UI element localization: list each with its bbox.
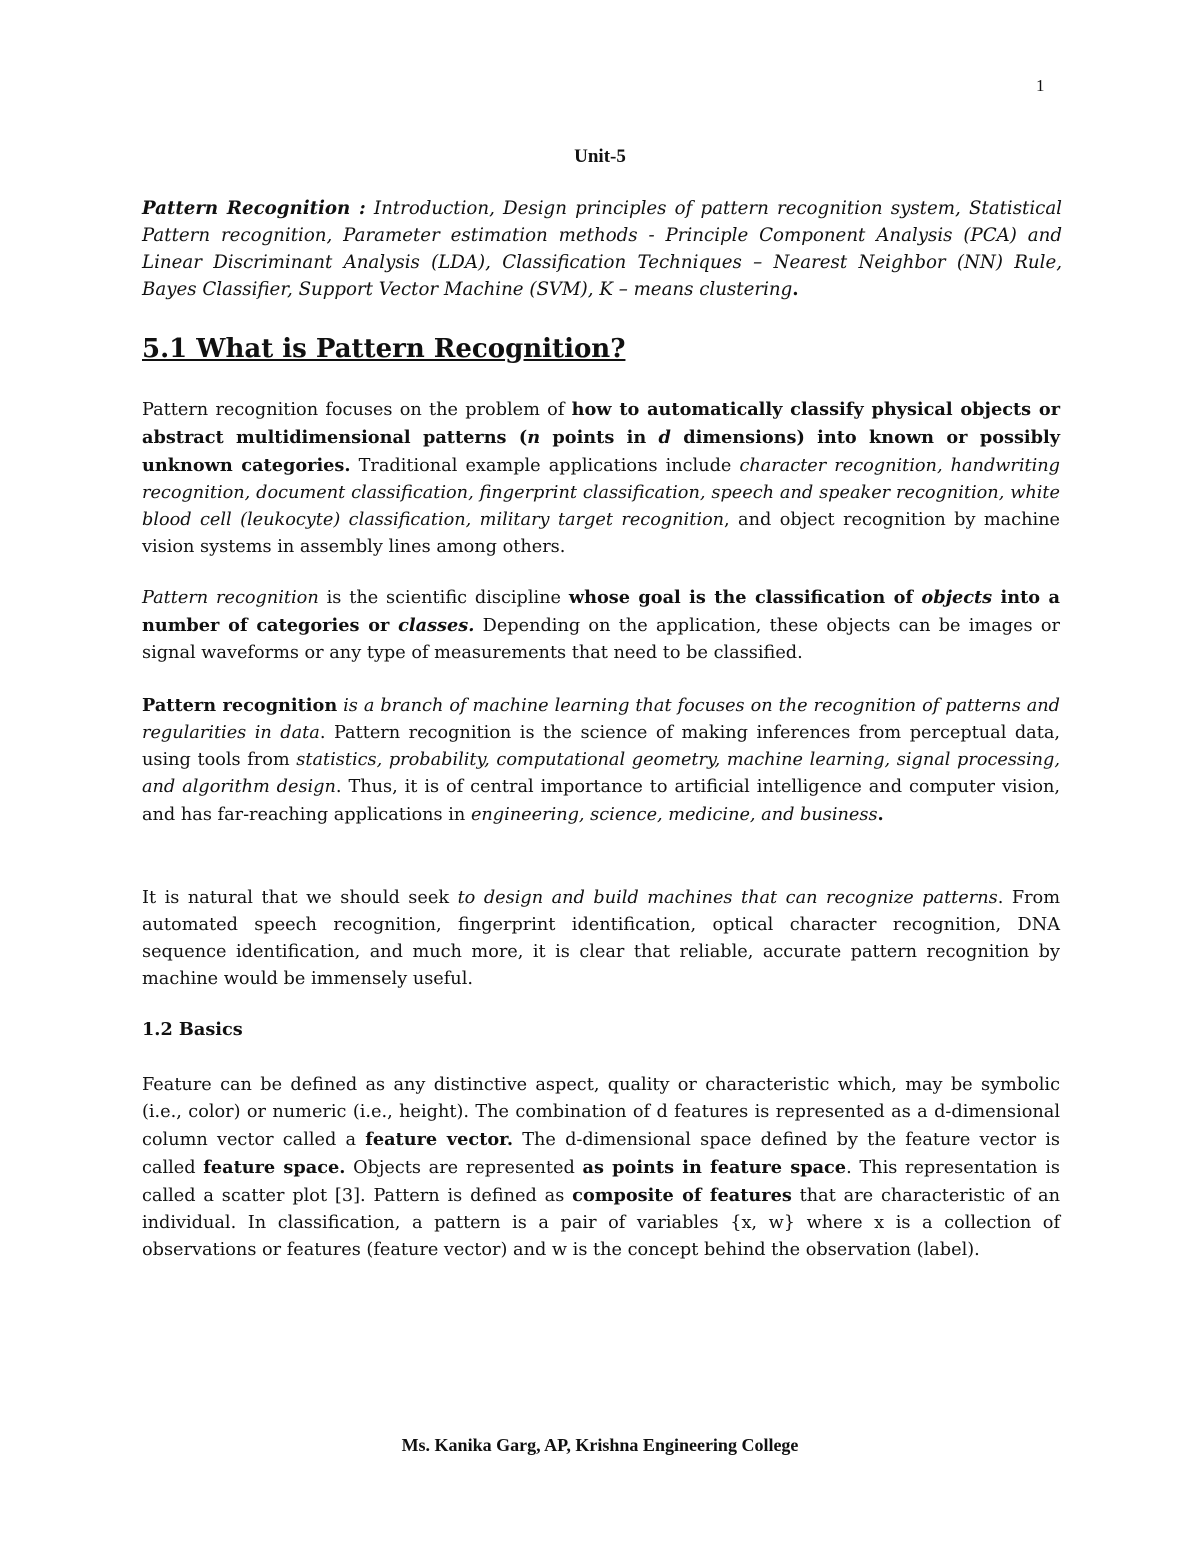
- text-run: that are characteristic of an individual. In classification, a pattern is a pair of variables {x, w} where x is a collection of observations or features (feature vector) and w is the concept behind the observation (label).: [142, 1186, 1060, 1260]
- text-run: Objects are represented: [345, 1158, 583, 1178]
- italic-run: engineering, science, medicine, and business: [470, 805, 878, 825]
- bold-run: as points in feature space: [582, 1157, 847, 1178]
- syllabus-topics: Introduction, Design principles of pattern recognition system, Statistical Pattern recognition, Parameter estimation methods - Principle Component Analysis (PCA) and Linear Discriminant Analysis (LDA), Classification Techniques – Nearest Neighbor (NN) Rule, Bayes Classifier, Support Vector Machine (SVM), K – means clustering: [142, 198, 1062, 300]
- bold-run: feature space.: [203, 1157, 346, 1178]
- text-run: . This representation is called a scatter plot [3]. Pattern is defined as: [142, 1158, 1060, 1206]
- syllabus-overview: [142, 195, 1062, 303]
- bold-run: composite of features: [572, 1185, 792, 1206]
- bold-italic-run: objects: [921, 587, 993, 608]
- text-run: . From automated speech recognition, fingerprint identification, optical character recognition, DNA sequence identification, and much more, it is clear that reliable, accurate pattern recognition by machine would be immensely useful.: [142, 888, 1060, 989]
- bold-run: Pattern recognition: [142, 695, 338, 716]
- syllabus-end: .: [792, 279, 799, 300]
- syllabus-label: Pattern Recognition :: [142, 198, 366, 219]
- text-run: Feature can be defined as any distinctive aspect, quality or characteristic which, may be symbolic (i.e., color) or numeric (i.e., height). The combination of d features is represented as a d-dimensional column vector called a: [142, 1075, 1060, 1150]
- paragraph-features: [142, 1072, 1060, 1264]
- text-run: . Pattern recognition is the science of making inferences from perceptual data, using tools from: [142, 723, 1060, 770]
- text-run: Traditional example applications include: [350, 456, 740, 476]
- text-run: is the scientific discipline: [318, 588, 569, 608]
- italic-run: Pattern recognition: [142, 588, 319, 608]
- italic-run: statistics, probability, computational geometry, machine learning, signal processing, and algorithm design: [142, 750, 1060, 797]
- bold-run: whose goal is the classification of: [568, 587, 922, 608]
- paragraph-branch: [142, 692, 1060, 829]
- text-run: Pattern recognition focuses on the problem of: [142, 400, 572, 420]
- page-number: 1: [1036, 76, 1045, 95]
- section-heading: 5.1 What is Pattern Recognition?: [142, 334, 626, 364]
- subheading-basics: 1.2 Basics: [142, 1019, 243, 1040]
- text-run: Depending on the application, these objects can be images or signal waveforms or any type of measurements that need to be classified.: [142, 616, 1060, 663]
- bold-run: into a number of categories or: [142, 587, 1060, 636]
- bold-italic-run: n: [527, 427, 541, 448]
- paragraph-definition: [142, 396, 1060, 561]
- bold-run: points in: [540, 427, 659, 448]
- bold-italic-run: d: [658, 427, 671, 448]
- paragraph-discipline: [142, 584, 1060, 667]
- bold-italic-run: classes.: [398, 615, 475, 636]
- italic-run: is a branch of machine learning that focuses on the recognition of patterns and regularities in data: [142, 696, 1060, 743]
- italic-run: character recognition, handwriting recognition, document classification, fingerprint classification, speech and speaker recognition, white blood cell (leukocyte) classification, military target recognition: [142, 456, 1061, 530]
- unit-title: Unit-5: [574, 146, 626, 167]
- text-run: It is natural that we should seek: [142, 888, 458, 908]
- bold-run: feature vector.: [365, 1129, 514, 1150]
- italic-run: to design and build machines that can recognize patterns: [457, 888, 998, 908]
- bold-run: .: [877, 804, 884, 825]
- text-run: The d-dimensional space defined by the feature vector is called: [142, 1130, 1060, 1178]
- bold-run: dimensions) into known or possibly unknown categories.: [142, 427, 1060, 476]
- text-run: , and object recognition by machine vision systems in assembly lines among others.: [142, 510, 1060, 557]
- text-run: . Thus, it is of central importance to artificial intelligence and computer vision, and has far-reaching applications in: [142, 777, 1060, 825]
- paragraph-machines: [142, 885, 1060, 993]
- page-footer: Ms. Kanika Garg, AP, Krishna Engineering College: [401, 1435, 799, 1455]
- bold-run: how to automatically classify physical objects or abstract multidimensional patterns (: [142, 399, 1061, 448]
